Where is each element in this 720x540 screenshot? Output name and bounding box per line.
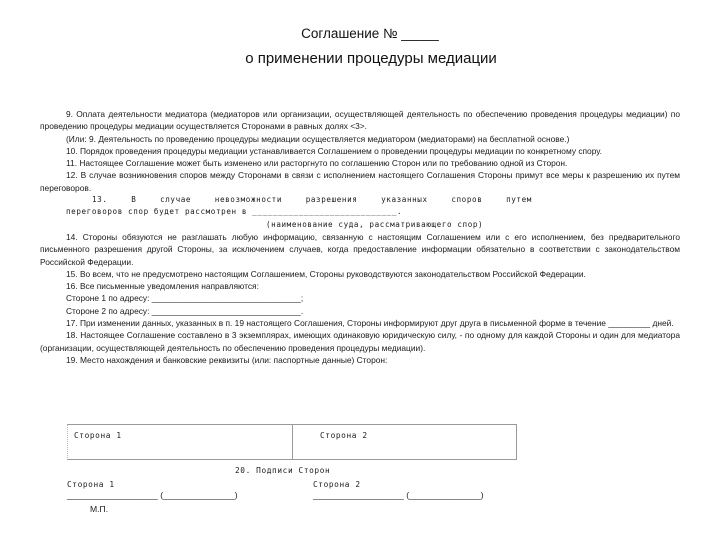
signature-party-2-label: Сторона 2 bbox=[313, 480, 361, 489]
clause-13-word: споров bbox=[451, 195, 483, 205]
clause-12: 12. В случае возникновения споров между Сторонами в связи с исполнением настоящего Соглашения Стороны примут все меры к разрешению их путем переговоров. bbox=[40, 170, 680, 193]
clause-11: 11. Настоящее Соглашение может быть изменено или расторгнуто по соглашению Сторон или по требованию одной из Сторон. bbox=[66, 158, 568, 169]
signature-party-1-line: ___________________ (_______________) bbox=[67, 490, 238, 500]
clause-13-word: невозможности bbox=[214, 195, 283, 205]
agreement-subtitle: о применении процедуры медиации bbox=[245, 50, 497, 67]
clause-18: 18. Настоящее Соглашение составлено в 3 экземплярах, имеющих одинаковую юридическую силу, - по одному для каждой Стороны и один для медиатора (организации, осуществляющей деятельность по обеспечению проведения процедуры медиации). bbox=[40, 330, 680, 353]
clause-13-line-2: переговоров спор будет рассмотрен в ____________________________. bbox=[66, 207, 403, 217]
clause-9: 9. Оплата деятельности медиатора (медиаторов или организации, осуществляющей деятельность по обеспечению проведения процедуры медиации) по проведению процедуры медиации осуществляется Сторонами в равных долях <3>. bbox=[40, 109, 680, 132]
agreement-title: Соглашение № _____ bbox=[301, 26, 439, 41]
signatures-heading: 20. Подписи Сторон bbox=[235, 466, 331, 475]
clause-16-party-2-address: Стороне 2 по адресу: ________________________________. bbox=[66, 305, 304, 316]
agreement-body bbox=[40, 108, 680, 366]
clause-17: 17. При изменении данных, указанных в п. 19 настоящего Соглашения, Стороны информируют друг друга в письменной форме в течение _________ дней. bbox=[66, 318, 674, 329]
clause-13-line-1 bbox=[40, 194, 532, 206]
clause-16: 16. Все письменные уведомления направляются: bbox=[66, 281, 259, 292]
requisites-party-1: Сторона 1 bbox=[74, 431, 122, 440]
seal-placeholder: М.П. bbox=[90, 504, 109, 514]
clause-13-word: В bbox=[131, 195, 137, 205]
clause-14: 14. Стороны обязуются не разглашать любую информацию, связанную с настоящим Соглашением или с его исполнением, без предварительного письменного разрешения другой Стороны, за исключением случаев, когда предоставление информации обязательно в соответствии с законодательством Российской Федерации. bbox=[40, 231, 680, 267]
requisites-table bbox=[67, 424, 517, 460]
clause-13-word: разрешения bbox=[305, 195, 358, 205]
clause-13-word: путем bbox=[506, 195, 532, 205]
signature-party-1-label: Сторона 1 bbox=[67, 480, 115, 489]
clause-9-alternative: (Или: 9. Деятельность по проведению процедуры медиации осуществляется медиатором (медиаторами) на бесплатной основе.) bbox=[66, 133, 570, 144]
clause-16-party-1-address: Стороне 1 по адресу: ________________________________; bbox=[66, 293, 304, 304]
clause-13-word: случае bbox=[160, 195, 192, 205]
clause-15: 15. Во всем, что не предусмотрено настоящим Соглашением, Стороны руководствуются законодательством Российской Федерации. bbox=[66, 268, 586, 279]
clause-10: 10. Порядок проведения процедуры медиации устанавливается Соглашением о проведении процедуры медиации по конкретному спору. bbox=[66, 145, 602, 156]
clause-13-word: 13. bbox=[92, 195, 108, 205]
clause-13-court-caption: (наименование суда, рассматривающего спор) bbox=[266, 219, 484, 229]
clause-19: 19. Место нахождения и банковские реквизиты (или: паспортные данные) Сторон: bbox=[66, 354, 388, 365]
requisites-party-2: Сторона 2 bbox=[320, 431, 368, 440]
signature-party-2-line: ___________________ (_______________) bbox=[313, 490, 484, 500]
clause-13-word: указанных bbox=[381, 195, 428, 205]
table-divider bbox=[292, 425, 293, 459]
